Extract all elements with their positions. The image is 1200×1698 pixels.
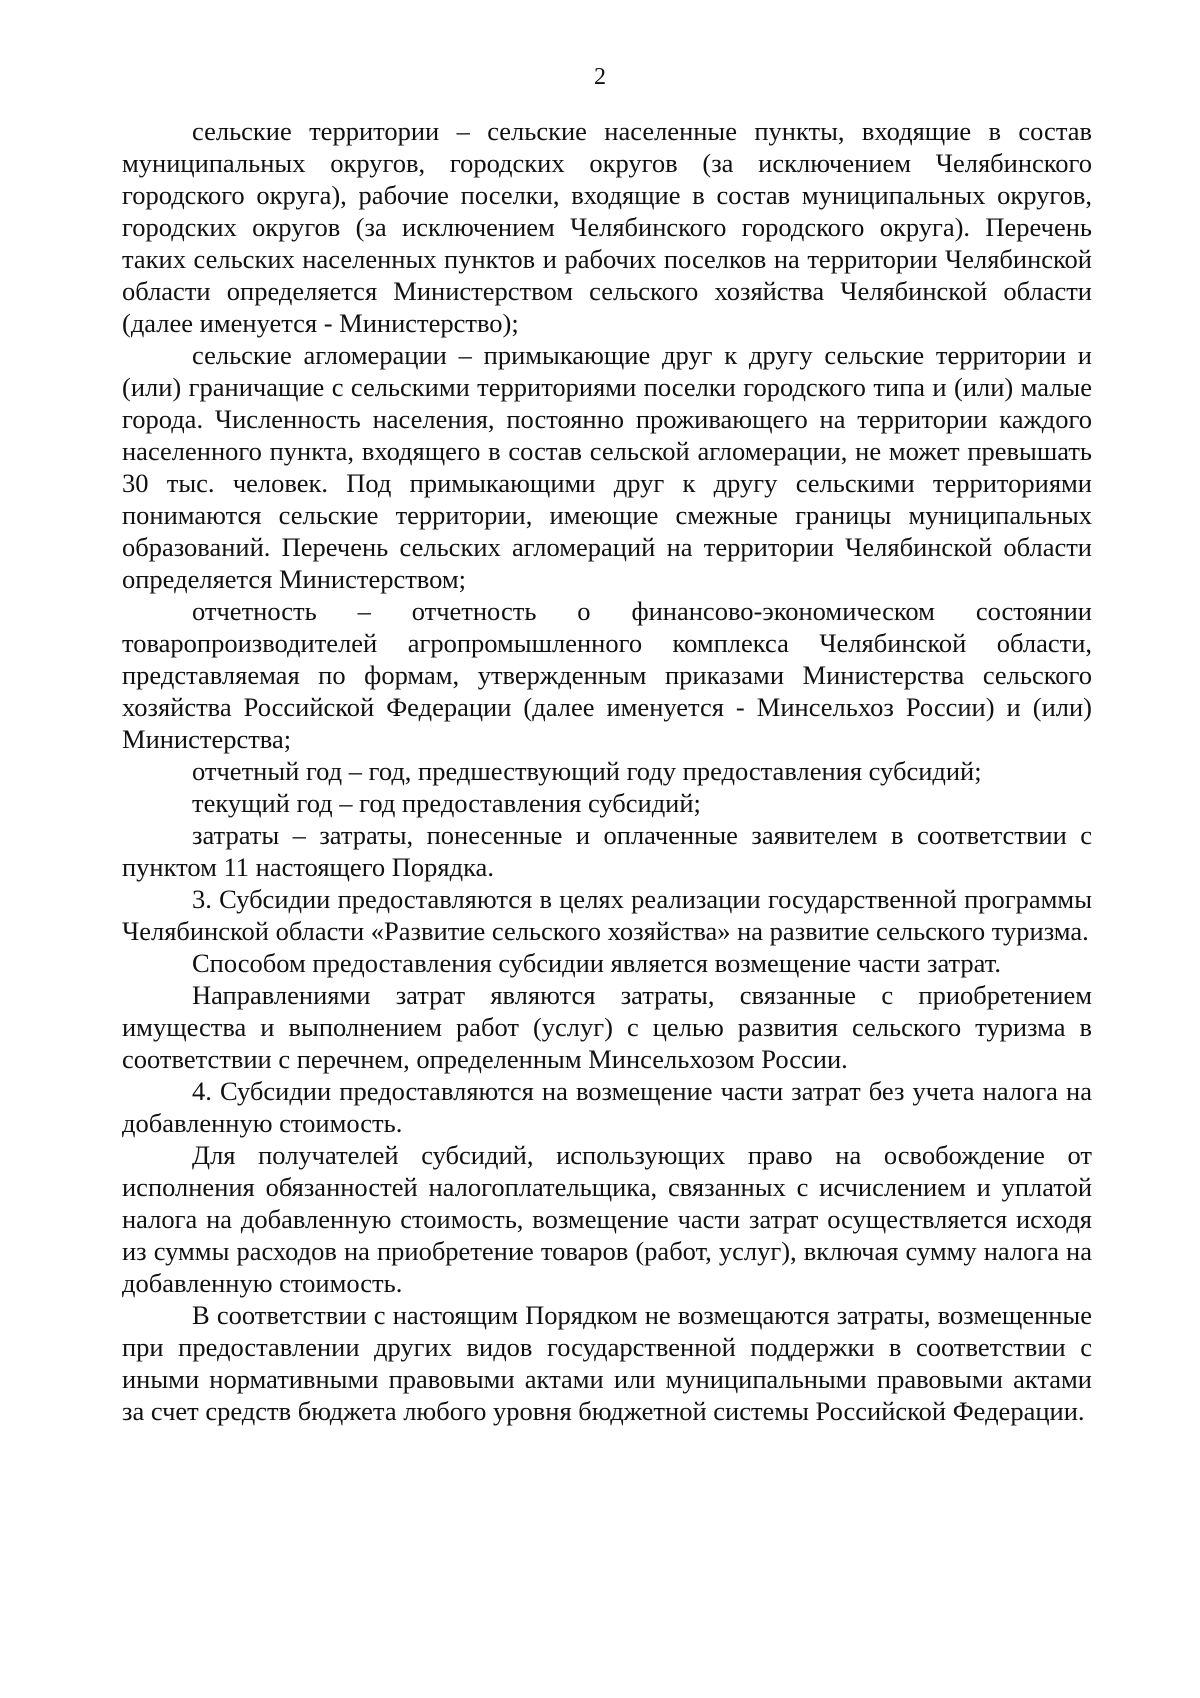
document-body xyxy=(122,115,1092,1427)
paragraph-vat-exemption: Для получателей субсидий, использующих право на освобождение от исполнения обязанностей налогоплательщика, связанных с исчислением и уплатой налога на добавленную стоимость, возмещение части затрат осуществляется исходя из суммы расходов на приобретение товаров (работ, услуг), включая сумму налога на добавленную стоимость. xyxy=(122,1140,1092,1298)
paragraph-reporting-year: отчетный год – год, предшествующий году предоставления субсидий; xyxy=(192,756,982,786)
paragraph-current-year: текущий год – год предоставления субсидий; xyxy=(192,788,701,818)
page-number: 2 xyxy=(594,64,606,90)
paragraph-rural-agglomerations: сельские агломерации – примыкающие друг к другу сельские территории и (или) граничащие с сельскими территориями поселки городского типа и (или) малые города. Численность населения, постоянно проживающего на территории каждого населенного пункта, входящего в состав сельской агломерации, не может превышать 30 тыс. человек. Под примыкающими друг к другу сельскими территориями понимаются сельские территории, имеющие смежные границы муниципальных образований. Перечень сельских агломераций на территории Челябинской области определяется Министерством; xyxy=(122,340,1092,594)
paragraph-section-3: 3. Субсидии предоставляются в целях реализации государственной программы Челябинской области «Развитие сельского хозяйства» на развитие сельского туризма. xyxy=(122,884,1092,946)
paragraph-cost-directions: Направлениями затрат являются затраты, связанные с приобретением имущества и выполнением работ (услуг) с целью развития сельского туризма в соответствии с перечнем, определенным Минсельхозом России. xyxy=(122,980,1092,1074)
paragraph-reporting: отчетность – отчетность о финансово-экономическом состоянии товаропроизводителей агропромышленного комплекса Челябинской области, представляемая по формам, утвержденным приказами Министерства сельского хозяйства Российской Федерации (далее именуется - Минсельхоз России) и (или) Министерства; xyxy=(122,596,1092,754)
paragraph-subsidy-method: Способом предоставления субсидии является возмещение части затрат. xyxy=(192,948,1001,978)
paragraph-section-4: 4. Субсидии предоставляются на возмещение части затрат без учета налога на добавленную стоимость. xyxy=(122,1076,1092,1138)
paragraph-rural-territories: сельские территории – сельские населенные пункты, входящие в состав муниципальных округов, городских округов (за исключением Челябинского городского округа), рабочие поселки, входящие в состав муниципальных округов, городских округов (за исключением Челябинского городского округа). Перечень таких сельских населенных пунктов и рабочих поселков на территории Челябинской области определяется Министерством сельского хозяйства Челябинской области (далее именуется - Министерство); xyxy=(122,116,1092,338)
paragraph-costs: затраты – затраты, понесенные и оплаченные заявителем в соответствии с пунктом 11 настоящего Порядка. xyxy=(122,820,1092,882)
paragraph-non-reimbursable: В соответствии с настоящим Порядком не возмещаются затраты, возмещенные при предоставлении других видов государственной поддержки в соответствии с иными нормативными правовыми актами или муниципальными правовыми актами за счет средств бюджета любого уровня бюджетной системы Российской Федерации. xyxy=(122,1300,1092,1426)
